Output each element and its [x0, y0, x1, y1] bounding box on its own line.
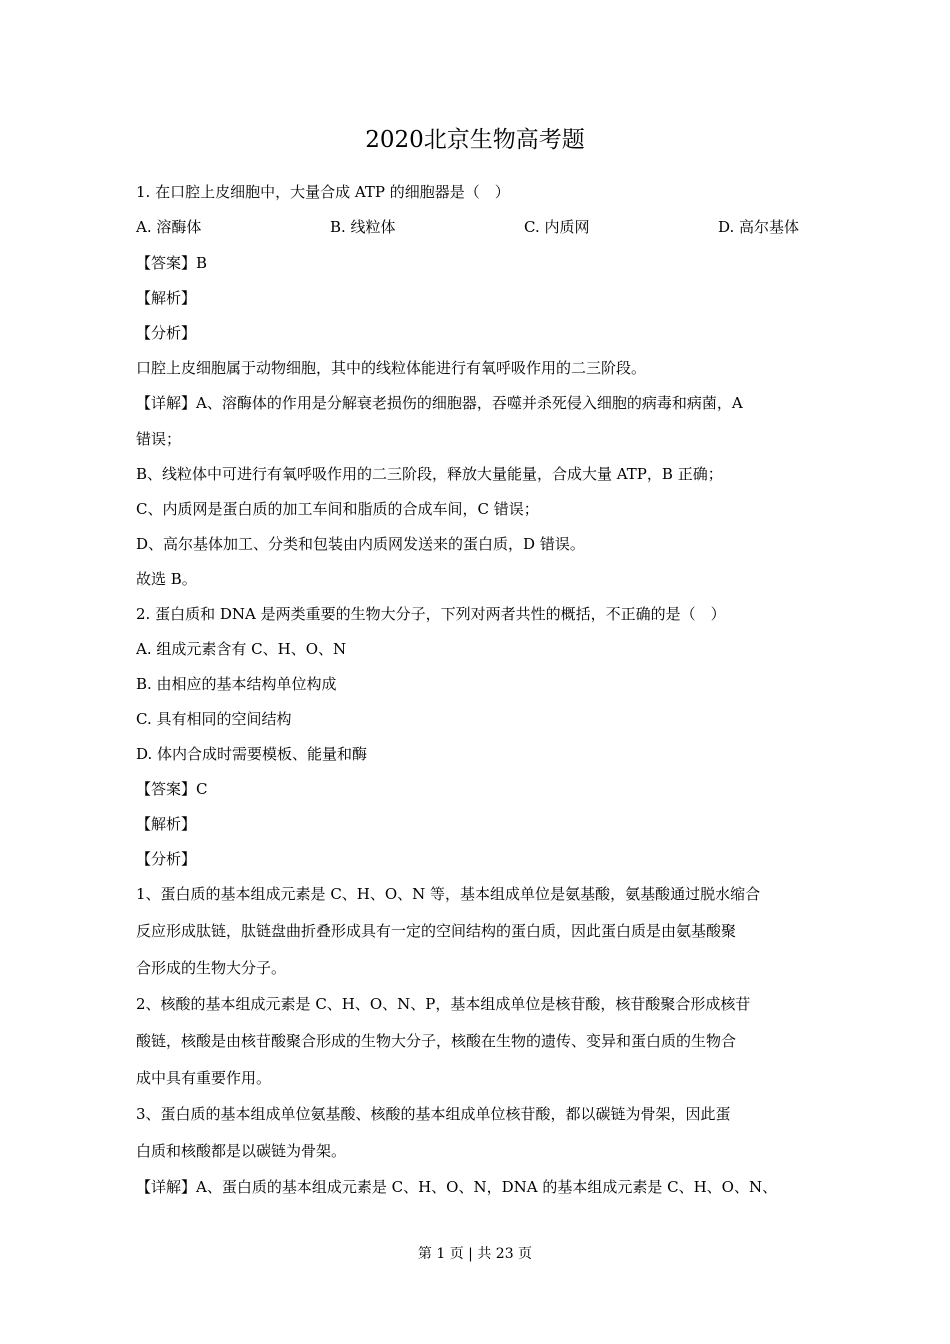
q1-options	[136, 216, 826, 238]
q2-analysis-line: 酸链，核酸是由核苷酸聚合形成的生物大分子，核酸在生物的遗传、变异和蛋白质的生物合	[136, 1032, 737, 1050]
q1-conclusion: 故选 B。	[136, 570, 197, 588]
q2-answer: 【答案】C	[136, 780, 208, 798]
q2-stem: 2. 蛋白质和 DNA 是两类重要的生物大分子，下列对两者共性的概括，不正确的是（ ）	[136, 605, 726, 623]
q1-option-d: D. 高尔基体	[718, 218, 800, 236]
q2-analysis-line: 白质和核酸都是以碳链为骨架。	[136, 1142, 347, 1160]
q1-option-a: A. 溶酶体	[136, 218, 202, 236]
q2-analysis-line: 3、蛋白质的基本组成单位氨基酸、核酸的基本组成单位核苷酸，都以碳链为骨架，因此蛋	[136, 1105, 731, 1123]
page-title: 2020北京生物高考题	[365, 127, 585, 153]
q2-fenxi-heading: 【分析】	[136, 850, 197, 868]
q1-option-b: B. 线粒体	[330, 218, 396, 236]
q1-jiexi-heading: 【解析】	[136, 289, 197, 307]
q1-detail-line: 【详解】A、溶酶体的作用是分解衰老损伤的细胞器，吞噬并杀死侵入细胞的病毒和病菌，A	[136, 394, 743, 412]
q2-option-b: B. 由相应的基本结构单位构成	[136, 675, 337, 693]
q2-option-d: D. 体内合成时需要模板、能量和酶	[136, 745, 368, 763]
q2-jiexi-heading: 【解析】	[136, 815, 197, 833]
q2-option-c: C. 具有相同的空间结构	[136, 710, 292, 728]
q2-analysis-line: 2、核酸的基本组成元素是 C、H、O、N、P，基本组成单位是核苷酸，核苷酸聚合形成核苷	[136, 995, 751, 1013]
q1-option-c: C. 内质网	[524, 218, 590, 236]
q2-analysis-line: 合形成的生物大分子。	[136, 959, 287, 977]
q2-analysis-line: 反应形成肽链，肽链盘曲折叠形成具有一定的空间结构的蛋白质，因此蛋白质是由氨基酸聚	[136, 922, 737, 940]
q2-analysis-line: 1、蛋白质的基本组成元素是 C、H、O、N 等，基本组成单位是氨基酸，氨基酸通过脱水缩合	[136, 885, 761, 903]
q2-detail-line: 【详解】A、蛋白质的基本组成元素是 C、H、O、N，DNA 的基本组成元素是 C、H、O、N、	[136, 1178, 778, 1196]
q1-fenxi-heading: 【分析】	[136, 324, 197, 342]
q1-detail-line: D、高尔基体加工、分类和包装由内质网发送来的蛋白质，D 错误。	[136, 535, 585, 553]
q2-option-a: A. 组成元素含有 C、H、O、N	[136, 640, 347, 658]
q1-answer: 【答案】B	[136, 254, 208, 272]
page-footer: 第 1 页 | 共 23 页	[417, 1246, 533, 1262]
q1-stem: 1. 在口腔上皮细胞中，大量合成 ATP 的细胞器是（ ）	[136, 183, 510, 201]
q1-detail-line: 错误；	[136, 430, 182, 448]
q1-analysis: 口腔上皮细胞属于动物细胞，其中的线粒体能进行有氧呼吸作用的二三阶段。	[136, 359, 647, 377]
q1-detail-line: C、内质网是蛋白质的加工车间和脂质的合成车间，C 错误；	[136, 500, 539, 518]
q2-analysis-line: 成中具有重要作用。	[136, 1069, 272, 1087]
q1-detail-line: B、线粒体中可进行有氧呼吸作用的二三阶段，释放大量能量，合成大量 ATP，B 正确；	[136, 465, 723, 483]
